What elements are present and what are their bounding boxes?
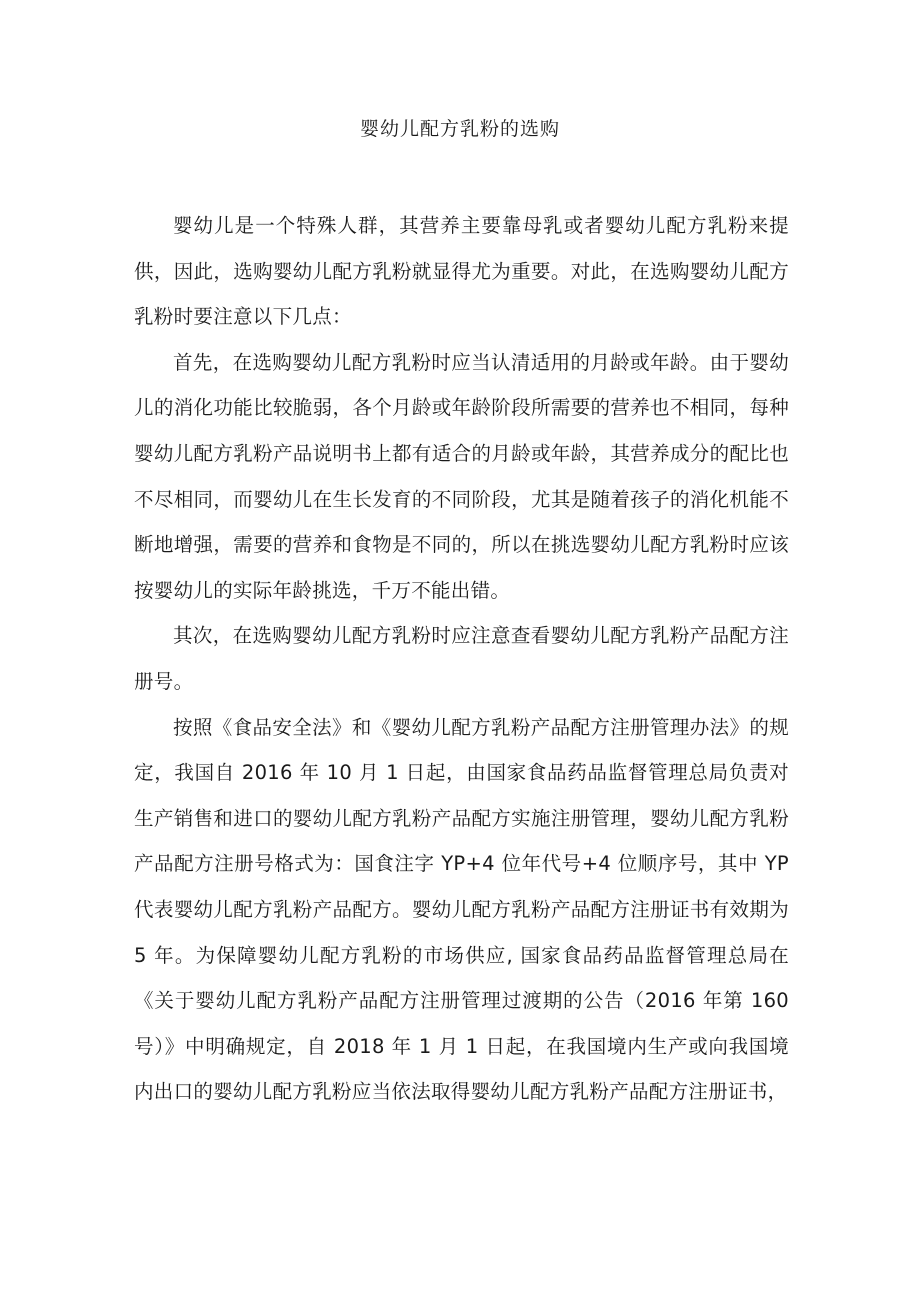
- paragraph-intro: 婴幼儿是一个特殊人群，其营养主要靠母乳或者婴幼儿配方乳粉来提供，因此，选购婴幼儿配方乳粉就显得尤为重要。对此，在选购婴幼儿配方乳粉时要注意以下几点：: [134, 214, 789, 329]
- page-title: 婴幼儿配方乳粉的选购: [359, 118, 560, 140]
- document-body: [134, 203, 789, 1115]
- paragraph-registration-rules: 按照《食品安全法》和《婴幼儿配方乳粉产品配方注册管理办法》的规定，我国自 2016 年 10 月 1 日起，由国家食品药品监督管理总局负责对生产销售和进口的婴幼儿配方乳粉产品配方实施注册管理，婴幼儿配方乳粉产品配方注册号格式为：国食注字 YP+4 位年代号+4 位顺序号，其中 YP 代表婴幼儿配方乳粉产品配方。婴幼儿配方乳粉产品配方注册证书有效期为 5 年。为保障婴幼儿配方乳粉的市场供应, 国家食品药品监督管理总局在《关于婴幼儿配方乳粉产品配方注册管理过渡期的公告（2016 年第 160 号）》中明确规定，自 2018 年 1 月 1 日起，在我国境内生产或向我国境内出口的婴幼儿配方乳粉应当依法取得婴幼儿配方乳粉产品配方注册证书，: [134, 715, 789, 1104]
- paragraph-second-point: 其次，在选购婴幼儿配方乳粉时应注意查看婴幼儿配方乳粉产品配方注册号。: [134, 624, 789, 693]
- paragraph-first-point: 首先，在选购婴幼儿配方乳粉时应当认清适用的月龄或年龄。由于婴幼儿的消化功能比较脆弱，各个月龄或年龄阶段所需要的营养也不相同，每种婴幼儿配方乳粉产品说明书上都有适合的月龄或年龄，其营养成分的配比也不尽相同，而婴幼儿在生长发育的不同阶段，尤其是随着孩子的消化机能不断地增强，需要的营养和食物是不同的，所以在挑选婴幼儿配方乳粉时应该按婴幼儿的实际年龄挑选，千万不能出错。: [134, 350, 789, 602]
